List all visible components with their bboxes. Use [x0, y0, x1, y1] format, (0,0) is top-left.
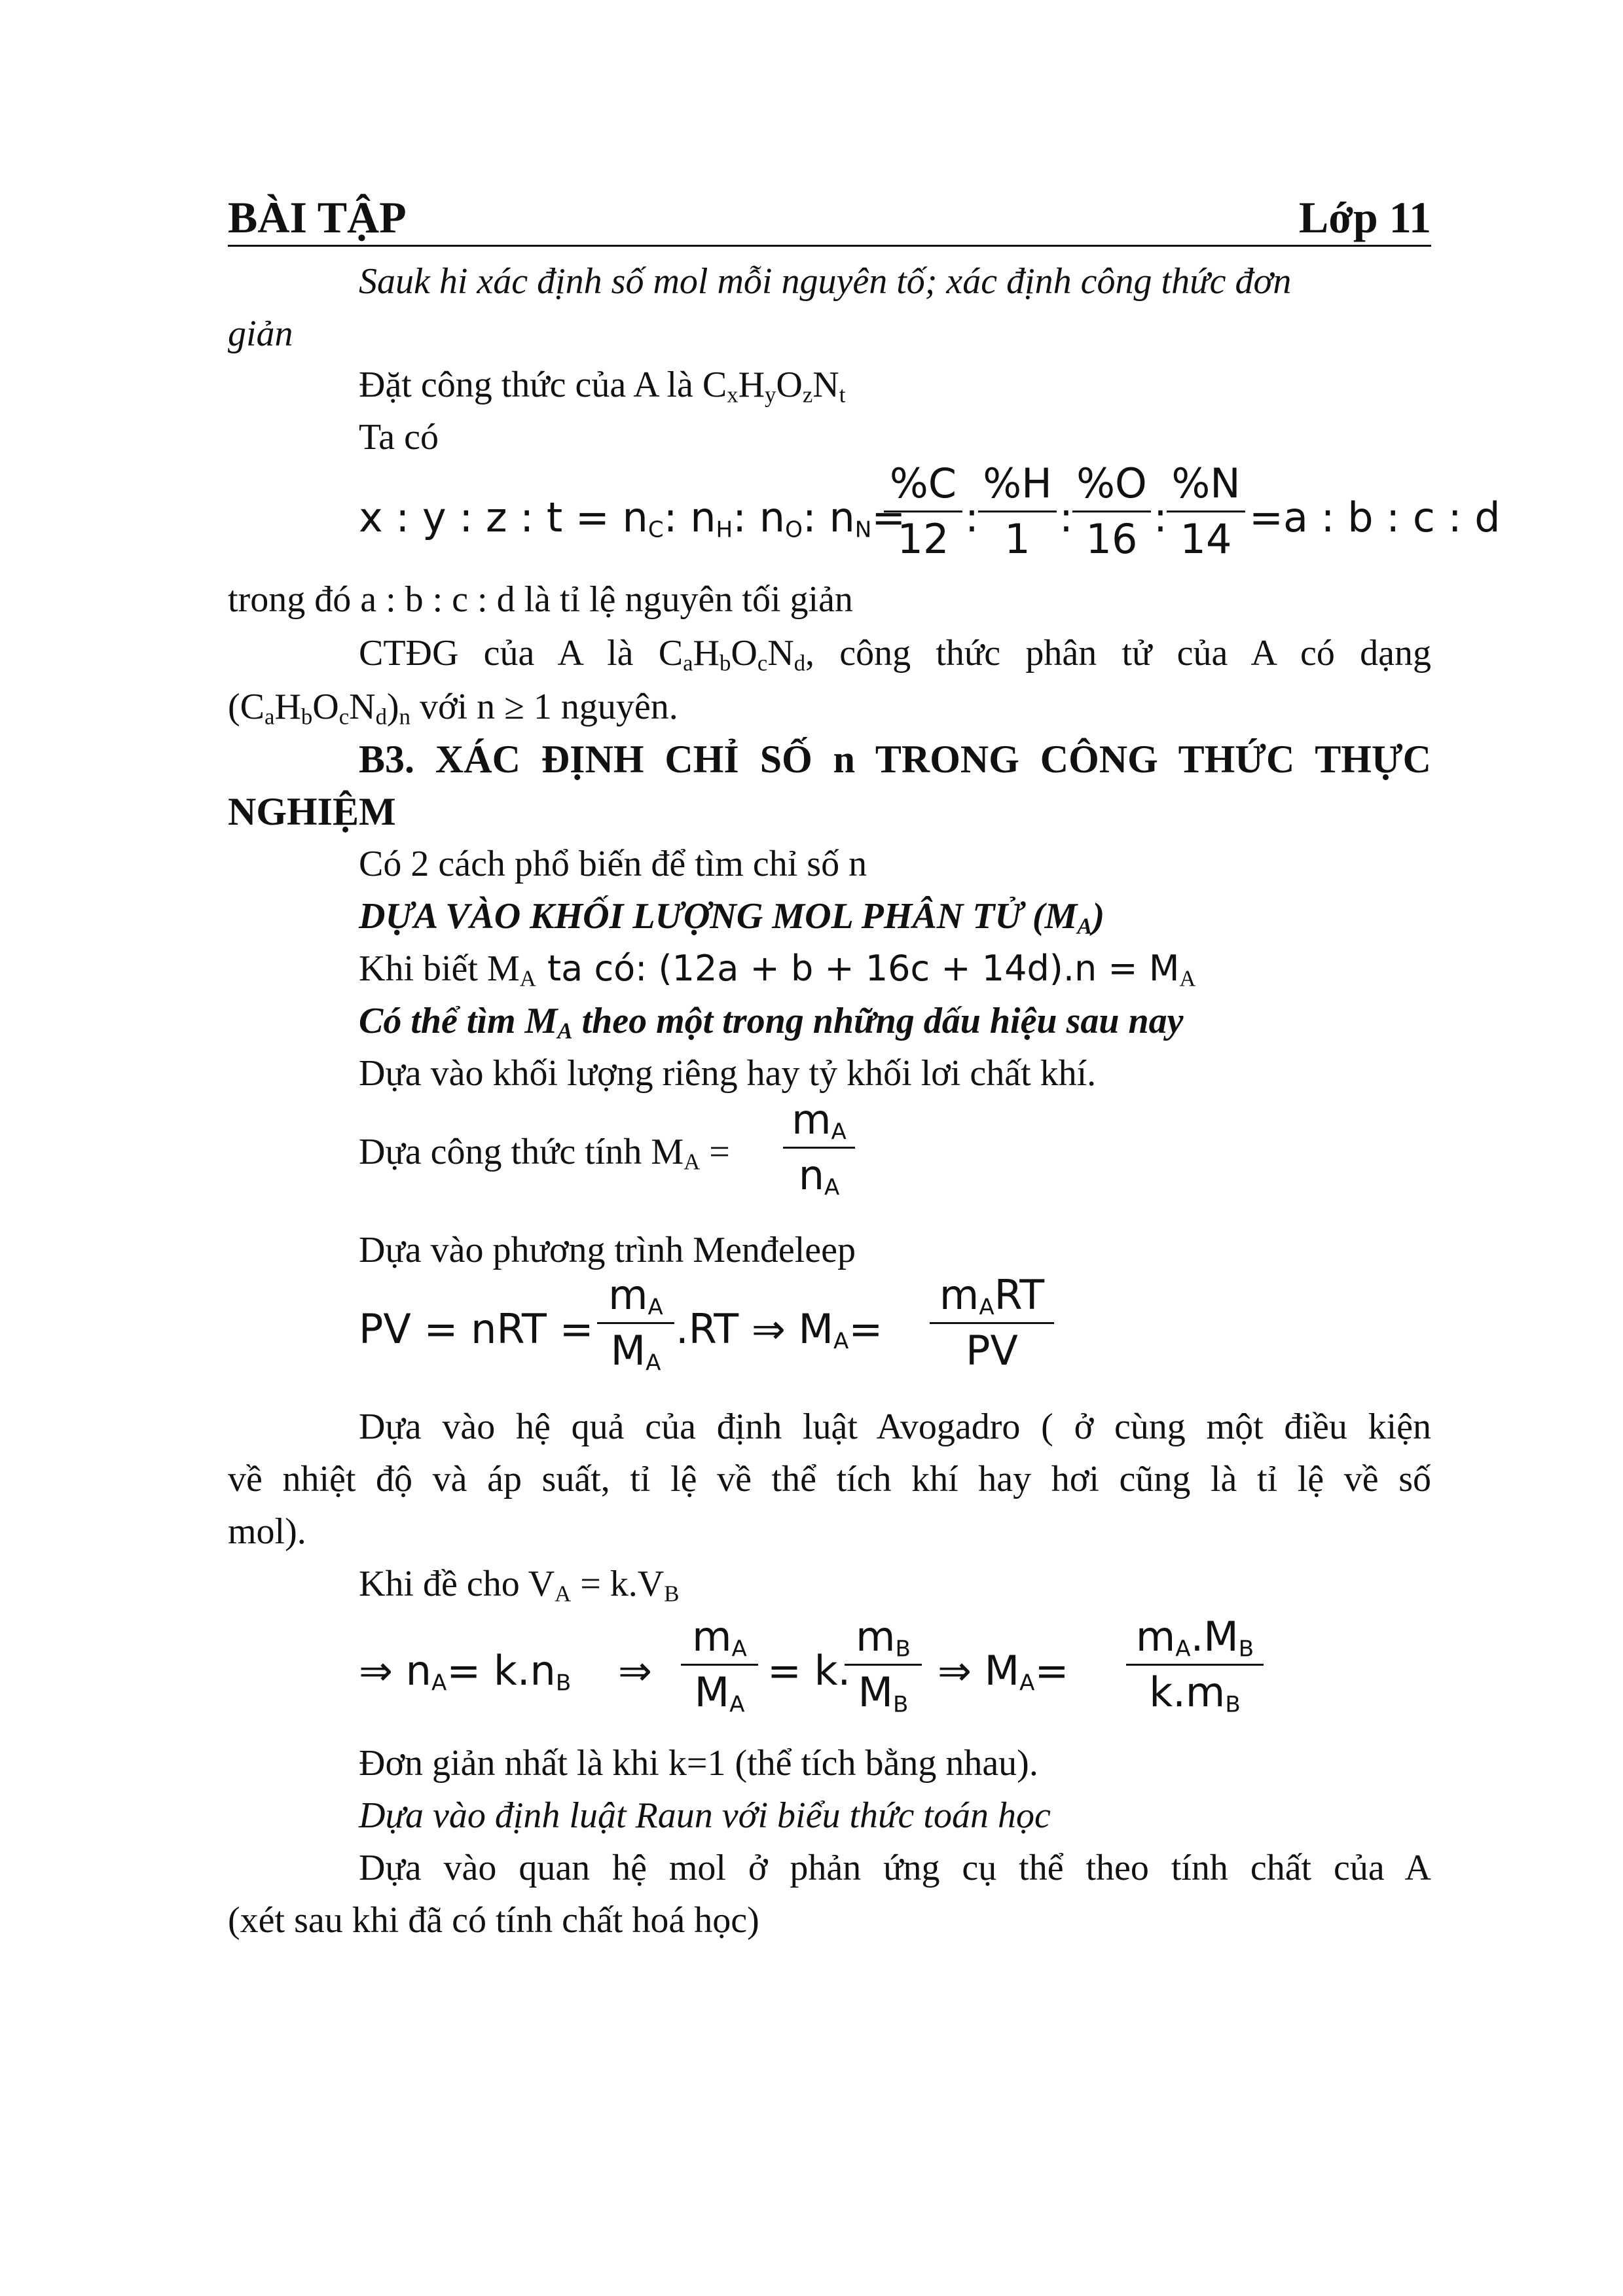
- equals-k: = k.: [767, 1647, 851, 1695]
- page-header: [228, 191, 1431, 247]
- fraction-ma-na: $\frac{m_A}{n_A}$: [783, 1100, 855, 1196]
- paragraph-ctdg-line1: CTĐG của A là $C_aH_bO_cN_d$, công thức phân tử của A có dạng: [359, 633, 1431, 676]
- paragraph-khi-biet: Khi biết $M_A$ ta có: $(12a + b + 16c + 14d).n = M_A$: [359, 948, 1196, 992]
- paragraph-sauk: Sauk hi xác định số mol mỗi nguyên tố; xác định công thức đơn: [359, 261, 1292, 302]
- colon-1: :: [965, 493, 979, 541]
- fraction-ma-over-ma-2: $\frac{m_A}{M_A}$: [681, 1617, 758, 1713]
- paragraph-quan-he-mol-line2: (xét sau khi đã có tính chất hoá học): [228, 1900, 759, 1941]
- fraction-ma-over-ma: $\frac{m_A}{M_A}$: [597, 1275, 674, 1371]
- paragraph-trong-do: trong đó a : b : c : d là tỉ lệ nguyên tối giản: [228, 579, 853, 620]
- equation-mendeleep-lhs: PV = nRT =: [359, 1305, 594, 1353]
- equation-ratio-lhs: x : y : z : $t = n_C$: $n_H$: $n_O$: $n_N=$: [359, 493, 906, 543]
- paragraph-formula-ma: Dựa công thức tính $M_A$ =: [359, 1132, 730, 1175]
- paragraph-ta-co: Ta có: [359, 417, 439, 457]
- fraction-c: $\frac{\%C}{12}$: [884, 463, 962, 560]
- fraction-ma-rt-over-pv: $m_ART$ PV: [930, 1275, 1054, 1371]
- paragraph-avogadro-line1: Dựa vào hệ quả của định luật Avogadro ( ở cùng một điều kiện: [359, 1407, 1431, 1447]
- header-grade: Lớp 11: [1298, 192, 1431, 242]
- paragraph-dat-cong-thuc: Đặt công thức của A là $C_xH_yO_zN_t$: [359, 365, 846, 408]
- fraction-mb-over-mb: $\frac{m_B}{M_B}$: [845, 1617, 922, 1713]
- heading-find-ma: Có thể tìm $M_A$ theo một trong những dấu hiệu sau nay: [359, 1001, 1184, 1044]
- fraction-h: $\frac{\%H}{1}$: [978, 463, 1057, 560]
- fraction-ma-mb-over-kmb: $\frac{m_A.M_B}{k.m_B}$: [1126, 1617, 1264, 1713]
- heading-b3: B3. XÁC ĐỊNH CHỈ SỐ n TRONG CÔNG THỨC THỰC: [359, 738, 1431, 781]
- paragraph-mendeleep: Dựa vào phương trình Menđeleep: [359, 1230, 856, 1270]
- paragraph-avogadro-line3: mol).: [228, 1511, 306, 1552]
- heading-mol-mass: DỰA VÀO KHỐI LƯỢNG MOL PHÂN TỬ $(M_A)$: [359, 896, 1105, 939]
- paragraph-don-gian-nhat: Đơn giản nhất là khi k=1 (thể tích bằng nhau).: [359, 1743, 1038, 1784]
- equation-avogadro-ma: ⇒ $M_A=$: [938, 1647, 1069, 1696]
- equation-ratio-rhs: =a : b : c : d: [1249, 493, 1501, 541]
- implies-arrow-2: ⇒: [618, 1647, 652, 1695]
- paragraph-density: Dựa vào khối lượng riêng hay tỷ khối lơi chất khí.: [359, 1053, 1097, 1094]
- colon-3: :: [1154, 493, 1167, 541]
- paragraph-avogadro-line2: về nhiệt độ và áp suất, tỉ lệ về thể tích khí hay hơi cũng là tỉ lệ về số: [228, 1459, 1431, 1499]
- paragraph-quan-he-mol-line1: Dựa vào quan hệ mol ở phản ứng cụ thể theo tính chất của A: [359, 1848, 1431, 1888]
- paragraph-co-2-cach: Có 2 cách phổ biến để tìm chỉ số n: [359, 844, 867, 884]
- paragraph-ctdg-line2: $(C_aH_bO_cN_d)_n$ với n ≥ 1 nguyên.: [228, 687, 678, 730]
- fraction-n: $\frac{\%N}{14}$: [1167, 463, 1245, 560]
- colon-2: :: [1059, 493, 1073, 541]
- equation-mendeleep-mid: .RT ⇒ $M_A=$: [676, 1305, 883, 1355]
- paragraph-sauk-cont: giản: [228, 314, 293, 354]
- heading-b3-cont: NGHIỆM: [228, 790, 396, 833]
- fraction-o: $\frac{\%O}{16}$: [1072, 463, 1151, 560]
- paragraph-raun: Dựa vào định luật Raun với biểu thức toán học: [359, 1795, 1051, 1836]
- header-title: BÀI TẬP: [228, 192, 407, 242]
- paragraph-khi-de-cho: Khi đề cho $V_A = k.V_B$: [359, 1564, 680, 1607]
- equation-avogadro-part1: ⇒ $n_A= k.n_B$: [359, 1647, 572, 1696]
